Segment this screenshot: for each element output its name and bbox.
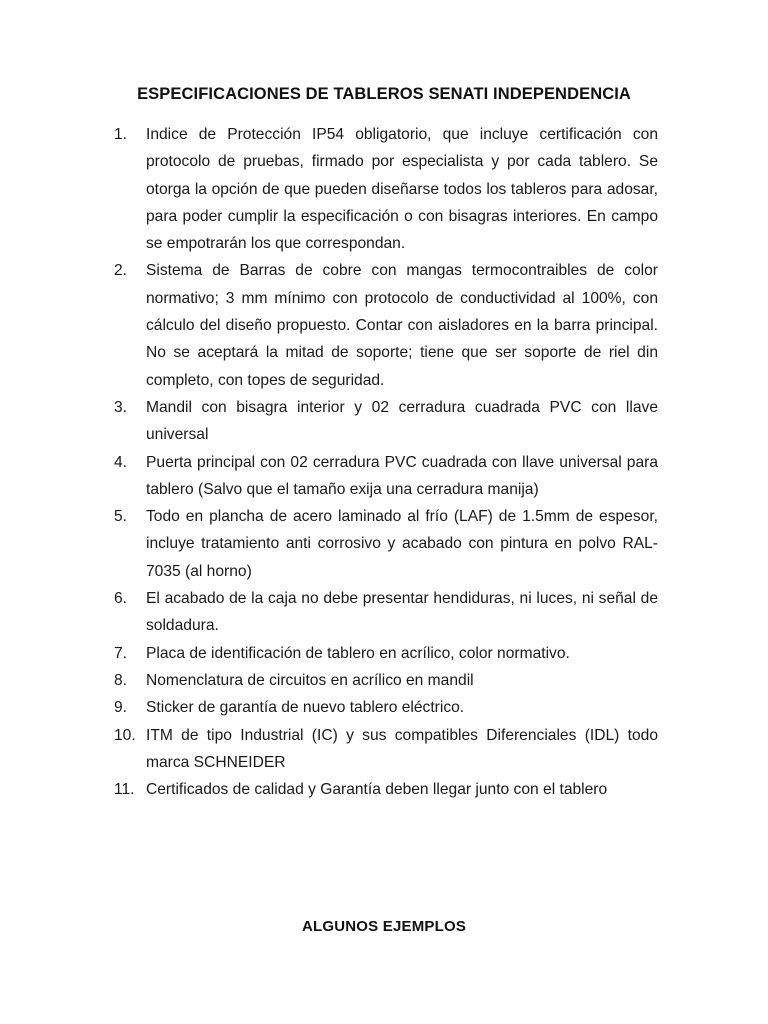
list-item-text: Todo en plancha de acero laminado al frío (LAF) de 1.5mm de espesor, incluye tratamiento anti corrosivo y acabado con pintura en polvo RAL-7035 (al horno) (146, 508, 658, 580)
list-item (114, 722, 658, 777)
list-item-number: 7. (114, 644, 128, 662)
list-item-text: Mandil con bisagra interior y 02 cerradura cuadrada PVC con llave universal (146, 398, 658, 444)
list-item-number: 2. (114, 262, 128, 280)
list-item (114, 585, 658, 640)
list-item (114, 394, 658, 449)
list-item-number: 4. (114, 453, 128, 471)
list-item-text: Certificados de calidad y Garantía deben llegar junto con el tablero (146, 781, 608, 799)
list-item-number: 10. (114, 726, 136, 744)
list-item-text: El acabado de la caja no debe presentar hendiduras, ni luces, ni señal de soldadura. (146, 590, 658, 635)
list-item (114, 667, 658, 694)
list-item-number: 9. (114, 699, 128, 717)
list-item-text: Indice de Protección IP54 obligatorio, que incluye certificación con protocolo de pruebas, firmado por especialista y por cada tablero. Se otorga la opción de que pueden diseñarse todos los tableros para adosar, para poder cumplir la especificación o con bisagras interiores. En campo se empotrarán los que correspondan. (146, 126, 658, 253)
list-item (114, 449, 658, 504)
list-item-text: Puerta principal con 02 cerradura PVC cuadrada con llave universal para tablero (Salvo que el tamaño exija una cerradura manija) (146, 453, 658, 498)
list-item (114, 694, 658, 721)
list-item-text: ITM de tipo Industrial (IC) y sus compatibles Diferenciales (IDL) todo marca SCHNEIDER (146, 726, 658, 771)
list-item-text: Sistema de Barras de cobre con mangas termocontraibles de color normativo; 3 mm mínimo con protocolo de conductividad al 100%, con cálculo del diseño propuesto. Contar con aisladores en la barra principal. No se aceptará la mitad de soporte; tiene que ser soporte de riel din completo, con topes de seguridad. (146, 262, 658, 389)
list-item (114, 257, 658, 393)
list-item (114, 640, 658, 667)
list-item-number: 3. (114, 398, 128, 416)
list-item-number: 1. (114, 126, 128, 143)
list-item-text: Sticker de garantía de nuevo tablero eléctrico. (146, 699, 465, 717)
section-heading: ALGUNOS EJEMPLOS (301, 918, 467, 935)
list-item-text: Nomenclatura de circuitos en acrílico en mandil (146, 671, 474, 689)
specifications-list (114, 121, 658, 803)
list-item (114, 503, 658, 585)
list-item-number: 6. (114, 590, 128, 608)
list-item-number: 8. (114, 671, 128, 689)
list-item-text: Placa de identificación de tablero en acrílico, color normativo. (146, 644, 570, 662)
list-item-number: 11. (114, 781, 135, 799)
list-item-number: 5. (114, 508, 128, 526)
document-title: ESPECIFICACIONES DE TABLEROS SENATI INDEPENDENCIA (137, 85, 631, 103)
list-item (114, 121, 658, 257)
list-item (114, 776, 658, 803)
